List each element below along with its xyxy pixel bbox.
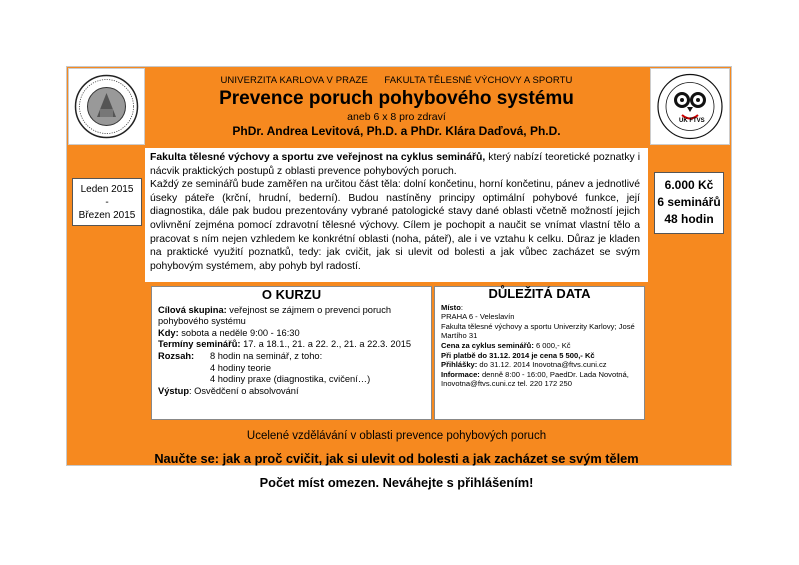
target-group-value: veřejnost se zájmem o prevenci poruch pohybového systému	[158, 304, 392, 327]
date-separator: -	[105, 197, 109, 208]
charles-university-seal-box	[68, 68, 145, 145]
seminar-dates	[158, 339, 425, 351]
footer-call-to-action: Počet míst omezen. Neváhejte s přihlášením!	[259, 475, 534, 490]
scope-label: Rozsah:	[158, 350, 195, 361]
cycle-price-value: 6 000,- Kč	[533, 340, 571, 350]
description-intro-rest: který nabízí teoretické poznatky i nácvik praktických postupů z oblasti prevence pohybových poruch.	[150, 152, 641, 177]
footer	[145, 430, 648, 490]
output	[158, 386, 425, 398]
faculty-name: FAKULTA TĚLESNÉ VÝCHOVY A SPORTU	[384, 75, 573, 86]
registration	[441, 360, 638, 370]
course-info-box	[151, 286, 432, 420]
ftvs-logo-box	[650, 68, 730, 145]
schedule-value: sobota a neděle 9:00 - 16:30	[178, 327, 300, 338]
ftvs-owl-logo-icon	[651, 69, 729, 144]
place-line-2: Fakulta tělesné výchovy a sportu Univerzity Karlovy; José Martího 31	[441, 321, 635, 341]
cycle-price-label: Cena za cyklus seminářů:	[441, 340, 534, 350]
seminar-dates-value: 17. a 18.1., 21. a 22. 2., 21. a 22.3. 2015	[240, 339, 412, 350]
important-data-heading: DŮLEŽITÁ DATA	[488, 286, 591, 301]
cycle-price	[441, 341, 638, 351]
place	[441, 303, 638, 313]
seminar-dates-label: Termíny seminářů:	[158, 339, 241, 350]
output-value: : Osvědčení o absolvování	[189, 385, 299, 396]
scope	[158, 351, 425, 363]
information	[441, 370, 638, 389]
place-label: Místo	[441, 302, 461, 312]
price-box	[654, 172, 724, 234]
authors: PhDr. Andrea Levitová, Ph.D. a PhDr. Klára Daďová, Ph.D.	[232, 124, 561, 138]
date-end: Březen 2015	[78, 210, 136, 221]
important-data-box	[434, 286, 645, 420]
scope-line-1: 8 hodin na seminář, z toho:	[210, 350, 323, 361]
schedule	[158, 328, 425, 340]
footer-tagline: Ucelené vzdělávání v oblasti prevence pohybových poruch	[246, 430, 547, 442]
header-institution	[145, 75, 648, 86]
ftvs-logo-text: UK FTVS	[679, 118, 705, 124]
schedule-label: Kdy:	[158, 327, 179, 338]
output-label: Výstup	[158, 385, 189, 396]
early-price	[441, 351, 638, 361]
seminar-count: 6 seminářů	[657, 195, 721, 209]
course-info-heading: O KURZU	[261, 287, 322, 302]
description-paragraph-1	[150, 151, 640, 178]
page-title: Prevence poruch pohybového systému	[219, 88, 574, 109]
course-description	[150, 151, 640, 273]
page-subtitle: aneb 6 x 8 pro zdraví	[347, 111, 446, 123]
university-name: UNIVERZITA KARLOVA V PRAZE	[220, 75, 368, 86]
information-label: Informace:	[441, 369, 480, 379]
university-seal-icon	[69, 69, 144, 144]
dates-box	[72, 178, 142, 226]
header	[145, 69, 648, 144]
description-intro-bold: Fakulta tělesné výchovy a sportu zve veřejnost na cyklus seminářů,	[150, 152, 486, 163]
early-price-value: 5 500,- Kč	[557, 350, 595, 360]
scope-line-2: 4 hodiny teorie	[210, 362, 271, 373]
early-price-label: Při platbě do 31.12. 2014 je cena	[441, 350, 558, 360]
date-start: Leden 2015	[80, 184, 134, 195]
price-value: 6.000 Kč	[664, 178, 714, 192]
target-group	[158, 305, 425, 328]
target-group-label: Cílová skupina:	[158, 304, 227, 315]
registration-label: Přihlášky:	[441, 360, 478, 370]
scope-line-3: 4 hodiny praxe (diagnostika, cvičení…)	[210, 374, 371, 385]
hours-count: 48 hodin	[664, 212, 714, 226]
registration-value: do 31.12. 2014 Inovotna@ftvs.cuni.cz	[477, 360, 607, 370]
place-colon: :	[460, 302, 463, 312]
information-value: denně 8:00 - 16:00, PaedDr. Lada Novotná, Inovotna@ftvs.cuni.cz tel. 220 172 250	[441, 369, 629, 389]
place-line-1: PRAHA 6 - Veleslavín	[441, 312, 515, 322]
footer-slogan: Naučte se: jak a proč cvičit, jak si ulevit od bolesti a jak zacházet se svým tělem	[154, 451, 639, 466]
description-paragraph-2: Každý ze seminářů bude zaměřen na určitou část těla: dolní končetinu, horní končetinu, pánev a jednotlivé úseky páteře (krční, hrudní, bederní). Budou nastíněny principy optimální pohybové funkce, její diagnostika, dále pak budou prezentovány vybrané patologické stavy dané oblasti včetně možností jejich ovlivnění zejména pomocí zdravotní tělesné výchovy. Cílem je pochopit a naučit se vnímat vlastní tělo a pracovat s ním nejen vzhledem ke konkrétní oblasti (noha, páteř), ale i ve vztahu k celku. Důraz je kladen na praktické využití poznatků, tedy: jak cvičit, jak si ulevit od bolesti a jak vůbec zacházet se svým pohybovým systémem, aby pohyb byl radostí.	[150, 179, 640, 272]
